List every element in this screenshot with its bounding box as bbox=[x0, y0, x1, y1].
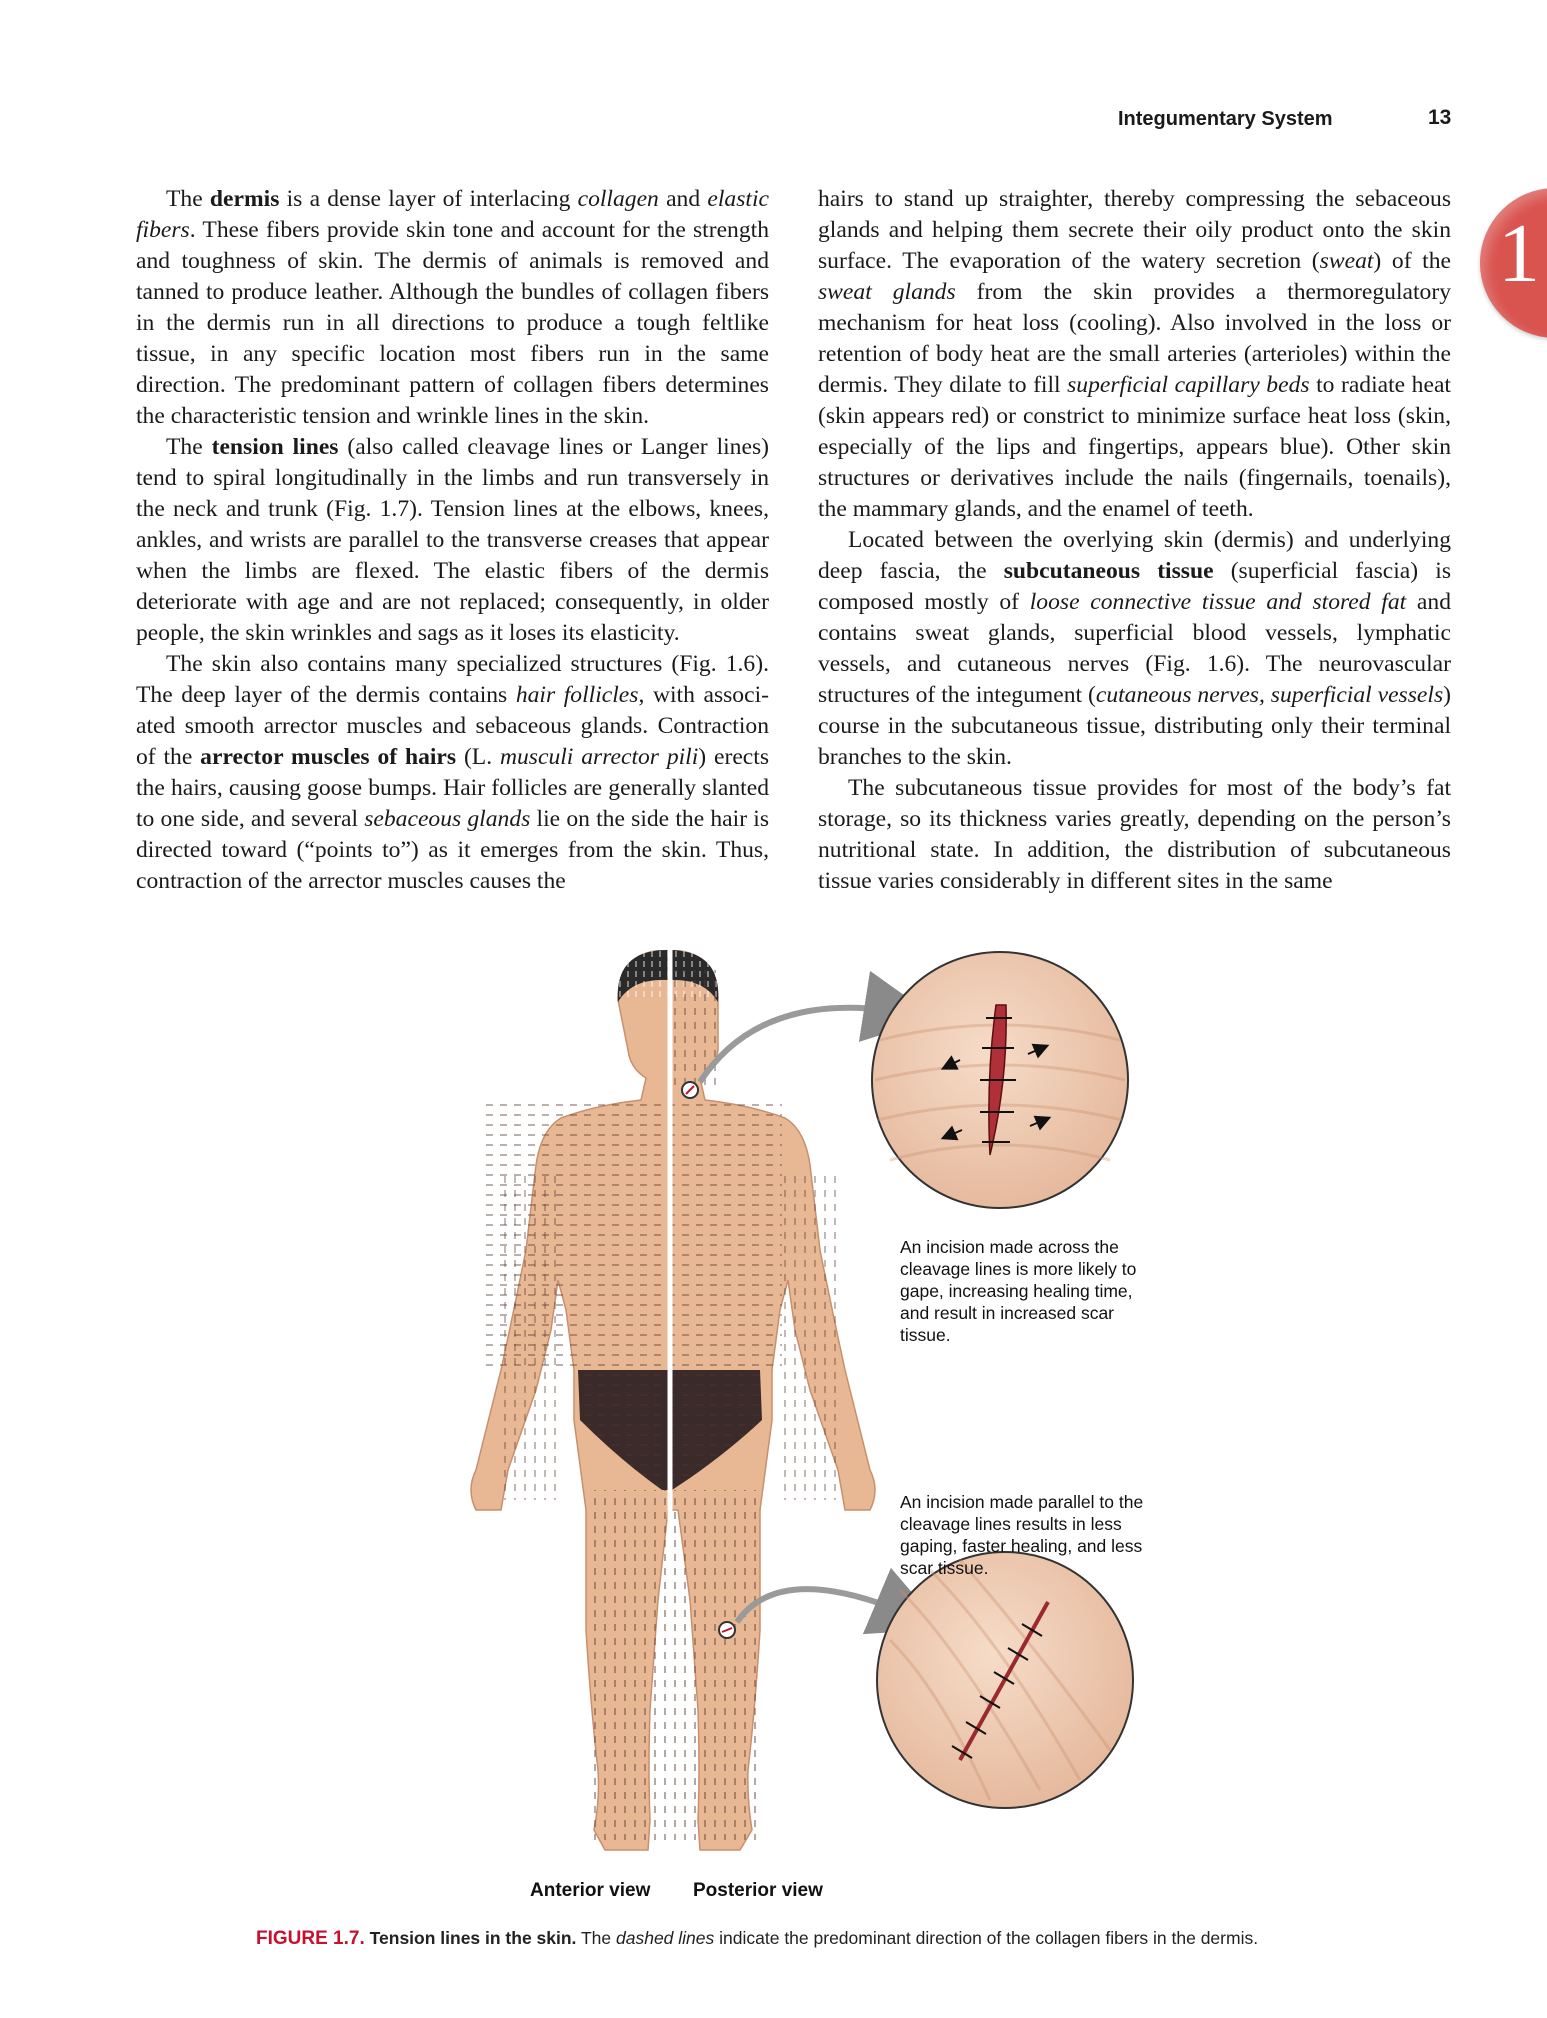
figure-tension-lines bbox=[400, 950, 1400, 1910]
paragraph-dermis: The dermis is a dense layer of interlacing collagen and elastic fibers. These fibers provide skin tone and account for the strength and toughness of skin. The dermis of animals is removed and tanned to produce leather. Although the bundles of collagen fibers in the dermis run in all directions to produce a tough feltlike tissue, in any specific location most fibers run in the same direction. The predominant pattern of collagen fibers determines the characteristic tension and wrinkle lines in the skin. bbox=[136, 186, 769, 429]
body-figure bbox=[471, 950, 875, 1855]
label-posterior-view: Posterior view bbox=[693, 1880, 823, 1901]
paragraph-subcutaneous: Located between the overlying skin (dermis) and underlying deep fascia, the subcutaneous tissue (superficial fascia) is composed mostly of loose connective tissue and stored fat and contains sweat glands, superficial blood vessels, lymphatic vessels, and cutaneous nerves (Fig. 1.6). The neurovascular structures of the integument (cutaneous nerves, superficial vessels) course in the subcutaneous tissue, distributing only their terminal branches to the skin. bbox=[818, 527, 1451, 770]
figure-number: FIGURE 1.7. bbox=[256, 1928, 365, 1949]
figure-caption: FIGURE 1.7. Tension lines in the skin. The dashed lines indicate the predominant direction of the collagen fibers in the dermis. bbox=[256, 1928, 1259, 1949]
right-column bbox=[818, 184, 1451, 897]
term-arrector-muscles: arrector muscles of hairs bbox=[200, 744, 457, 770]
paragraph-specialized-structures: The skin also contains many specialized structures (Fig. 1.6). The deep layer of the dermis contains hair follicles, with associated smooth arrector muscles and sebaceous glands. Contraction of the arrector muscles of hairs (L. musculi arrector pili) erects the hairs, causing goose bumps. Hair follicles are generally slanted to one side, and several sebaceous glands lie on the side the hair is directed toward (“points to”) as it emerges from the skin. Thus, contraction of the arrector muscles causes the bbox=[136, 651, 770, 894]
term-tension-lines: tension lines bbox=[211, 434, 339, 460]
paragraph-fat-storage: The subcutaneous tissue provides for most of the body’s fat storage, so its thickness varies greatly, depending on the person’s nutritional state. In addition, the distribution of subcutaneous tissue varies considerably in different sites in the same bbox=[818, 775, 1451, 894]
callout-arrow-knee bbox=[737, 1589, 910, 1622]
paragraph-tension-lines: The tension lines (also called cleavage lines or Langer lines) tend to spiral longitudinally in the limbs and run transversely in the neck and trunk (Fig. 1.7). Tension lines at the elbows, knees, ankles, and wrists are parallel to the transverse creases that appear when the limbs are flexed. The elastic fibers of the dermis deteriorate with age and are not replaced; consequently, in older people, the skin wrinkles and sags as it loses its elasticity. bbox=[136, 434, 769, 646]
note-incision-across: An incision made across the cleavage lines is more likely to gape, increasing healing time, and result in increased scar tissue. bbox=[900, 1237, 1137, 1345]
note-incision-parallel: An incision made parallel to the cleavage lines results in less gaping, faster healing, and less scar tissue. bbox=[900, 1492, 1144, 1578]
term-dermis: dermis bbox=[209, 186, 280, 212]
running-header bbox=[0, 104, 1547, 134]
zoom-parallel-lines bbox=[877, 1552, 1133, 1808]
figure-title: Tension lines in the skin. bbox=[369, 1928, 577, 1948]
section-title: Integumentary System bbox=[1118, 108, 1333, 130]
zoom-across-lines bbox=[872, 952, 1128, 1208]
term-subcutaneous-tissue: subcutaneous tissue bbox=[1003, 558, 1214, 584]
left-column bbox=[136, 184, 769, 897]
page-number: 13 bbox=[1428, 106, 1452, 129]
label-anterior-view: Anterior view bbox=[530, 1880, 651, 1901]
figure-illustration bbox=[400, 950, 1400, 1910]
paragraph-sweat: hairs to stand up straighter, thereby compressing the sebaceous glands and helping them secrete their oily product onto the skin surface. The evaporation of the watery secretion (sweat) of the sweat glands from the skin provides a thermoregulatory mechanism for heat loss (cooling). Also involved in the loss or retention of body heat are the small arteries (arterioles) within the dermis. They dilate to fill superficial capillary beds to radiate heat (skin appears red) or constrict to minimize surface heat loss (skin, especially of the lips and fingertips, appears blue). Other skin structures or derivatives include the nails (fingernails, toenails), the mammary glands, and the enamel of teeth. bbox=[818, 186, 1451, 522]
chapter-tab[interactable] bbox=[1480, 188, 1547, 338]
callout-arrow-neck bbox=[700, 1008, 900, 1082]
chapter-number: 1 bbox=[1498, 207, 1540, 300]
